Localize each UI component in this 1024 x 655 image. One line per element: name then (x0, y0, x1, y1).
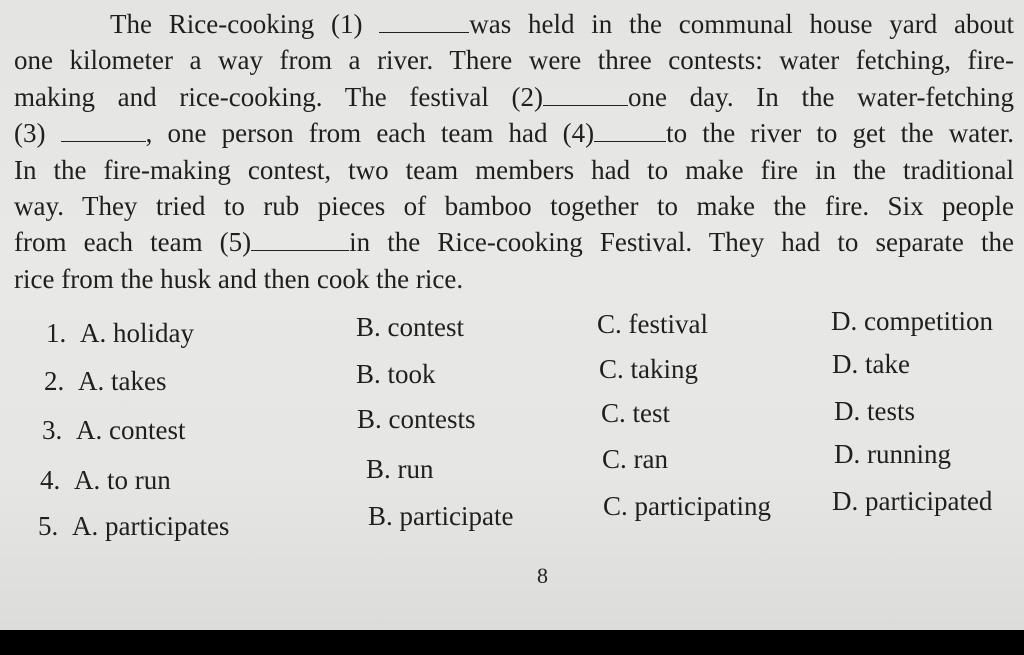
option-a: A. participates (72, 511, 230, 541)
option-b: B. contests (357, 404, 476, 434)
passage-line-1 (14, 6, 1014, 42)
option-c: C. ran (602, 444, 668, 474)
option-c: C. participating (603, 491, 771, 521)
option-c: C. festival (597, 309, 708, 339)
passage-text: was held in the communal house yard about (469, 9, 1015, 39)
passage-line-4 (14, 115, 1014, 151)
passage-text: making and rice-cooking. The festival (2) (14, 81, 543, 112)
blank-2 (543, 83, 628, 106)
passage-line-3 (14, 79, 1014, 115)
option-c: C. taking (599, 354, 698, 384)
passage-text: in the Rice-cooking Festival. They had to separate the (349, 227, 1014, 258)
blank-3 (61, 119, 146, 142)
question-row-5 (0, 486, 1024, 548)
option-d: D. tests (834, 396, 915, 426)
option-d: D. competition (831, 306, 993, 336)
option-d: D. running (834, 439, 951, 469)
question-number: 4. (40, 465, 61, 495)
passage-line-2: one kilometer a way from a river. There were three contests: water fetching, fire- (14, 45, 1014, 76)
question-number: 2. (44, 366, 65, 396)
option-b: B. took (356, 359, 436, 389)
passage-text: one day. In the water-fetching (627, 81, 1014, 112)
option-d: D. participated (832, 486, 993, 516)
option-d: D. take (832, 349, 910, 379)
passage-text: The Rice-cooking (1) (110, 9, 380, 39)
passage (14, 6, 1014, 297)
bottom-black-bar (0, 630, 1024, 655)
page-number: 8 (537, 563, 548, 588)
passage-line-8: rice from the husk and then cook the rice. (14, 263, 464, 294)
option-b: B. run (366, 454, 434, 484)
option-c: C. test (601, 398, 671, 428)
blank-4 (594, 119, 666, 142)
option-a: A. takes (78, 366, 167, 396)
passage-line-5: In the fire-making contest, two team members had to make fire in the traditional (14, 154, 1014, 185)
question-row-1 (0, 306, 1024, 352)
passage-text: to the river to get the water. (666, 118, 1014, 149)
passage-line-6: way. They tried to rub pieces of bamboo together to make the fire. Six people (14, 191, 1014, 222)
option-b: B. contest (356, 312, 464, 342)
option-a: A. contest (76, 415, 186, 445)
blank-5 (251, 228, 349, 251)
option-a: A. holiday (80, 318, 194, 348)
option-b: B. participate (368, 501, 514, 531)
question-number: 5. (38, 511, 59, 541)
option-a: A. to run (74, 465, 171, 495)
question-number: 3. (42, 415, 63, 445)
question-number: 1. (46, 318, 67, 348)
passage-text: from each team (5) (14, 227, 252, 258)
passage-text: (3) (14, 118, 61, 149)
passage-text: , one person from each team had (4) (145, 118, 595, 149)
blank-1 (379, 10, 469, 33)
passage-line-7 (14, 224, 1014, 260)
